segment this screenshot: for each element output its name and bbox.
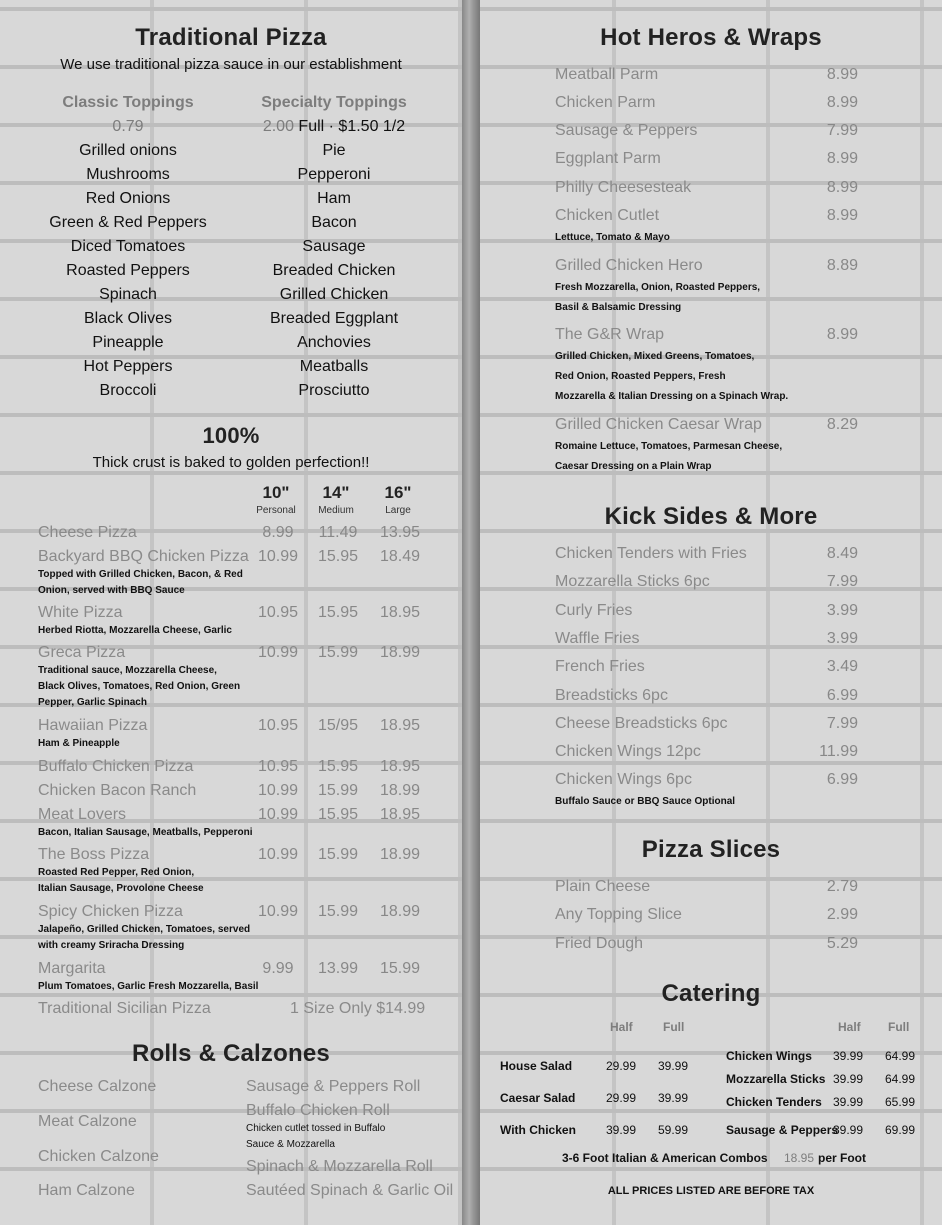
side-price: 6.99 — [826, 771, 858, 789]
pizza-name: Chicken Bacon Ranch — [38, 782, 197, 799]
hero-name: Sausage & Peppers — [555, 122, 698, 139]
specialty-topping: Grilled Chicken — [279, 286, 389, 303]
side-name: Curly Fries — [555, 601, 633, 619]
classic-topping: Grilled onions — [79, 142, 177, 159]
side-price: 6.99 — [826, 686, 858, 704]
pizza-price: 15/95 — [317, 717, 359, 734]
classic-topping: Broccoli — [99, 382, 157, 399]
catering-full-price: 59.99 — [658, 1123, 689, 1137]
pizza-price: 10.99 — [257, 782, 299, 799]
pizza-price: 15.95 — [317, 548, 359, 565]
pizza-price: 18.99 — [379, 644, 421, 661]
slice-price: 2.99 — [826, 906, 858, 924]
classic-topping: Diced Tomatoes — [70, 238, 186, 255]
catering-full-price: 64.99 — [885, 1072, 916, 1086]
size-header: 16" — [384, 483, 412, 502]
catering-full-price: 39.99 — [658, 1091, 689, 1105]
classic-topping: Mushrooms — [86, 166, 170, 183]
size-header-label: Personal — [256, 505, 296, 516]
pizza-name: Backyard BBQ Chicken Pizza — [38, 548, 249, 565]
side-name: Waffle Fries — [555, 629, 640, 647]
column-divider — [462, 0, 480, 1225]
hero-name: Grilled Chicken Caesar Wrap — [555, 416, 762, 433]
catering-half-price: 39.99 — [833, 1095, 864, 1109]
side-price: 7.99 — [826, 573, 858, 591]
pizza-price: 18.99 — [379, 782, 421, 799]
roll-sausage-peppers: Sausage & Peppers Roll — [246, 1078, 421, 1095]
roll-spinach-mozzarella: Spinach & Mozzarella Roll — [246, 1158, 433, 1175]
side-price: 3.99 — [826, 629, 858, 647]
roll-buffalo-desc-1: Chicken cutlet tossed in Buffalo — [246, 1123, 386, 1134]
sides-title: Kick Sides & More — [604, 503, 818, 530]
pizza-price: 18.99 — [379, 903, 421, 920]
hero-name: Philly Cheesesteak — [555, 179, 692, 196]
heros-title: Hot Heros & Wraps — [600, 24, 822, 51]
side-price: 3.99 — [826, 601, 858, 619]
pizza-price: 18.49 — [379, 548, 421, 565]
catering-item: Chicken Wings — [726, 1049, 812, 1063]
pizza-price: 11.49 — [318, 524, 358, 541]
pizza-name: Greca Pizza — [38, 644, 126, 661]
pizza-price: 13.95 — [379, 524, 421, 541]
classic-topping: Hot Peppers — [83, 358, 173, 375]
combo-unit: per Foot — [818, 1151, 866, 1165]
calzone-item: Ham Calzone — [38, 1182, 135, 1199]
classic-toppings-price: 0.79 — [112, 118, 144, 135]
hero-description: Mozzarella & Italian Dressing on a Spinach Wrap. — [555, 391, 789, 402]
specialty-toppings-label: Specialty Toppings — [261, 94, 407, 111]
specialty-topping: Sausage — [302, 238, 366, 255]
pizza-description: Plum Tomatoes, Garlic Fresh Mozzarella, Basil — [38, 981, 259, 992]
hero-price: 8.99 — [826, 150, 858, 167]
classic-topping: Green & Red Peppers — [49, 214, 207, 231]
side-name: Mozzarella Sticks 6pc — [555, 573, 710, 591]
side-price: 8.49 — [826, 545, 858, 562]
pizza-description: Onion, served with BBQ Sauce — [38, 585, 185, 596]
specialty-topping: Meatballs — [299, 358, 369, 375]
hero-description: Fresh Mozzarella, Onion, Roasted Peppers, — [555, 282, 761, 293]
catering-full-header-left: Full — [663, 1020, 685, 1034]
hero-name: Chicken Parm — [555, 94, 656, 111]
pizza-description: Black Olives, Tomatoes, Red Onion, Green — [38, 681, 241, 692]
slice-price: 5.29 — [826, 934, 858, 952]
pizza-price: 8.99 — [262, 524, 294, 541]
classic-topping: Red Onions — [85, 190, 171, 207]
hero-name: Eggplant Parm — [555, 150, 661, 167]
roll-buffalo-chicken: Buffalo Chicken Roll — [246, 1102, 390, 1119]
hero-name: Chicken Cutlet — [555, 207, 660, 224]
catering-item: Chicken Tenders — [726, 1095, 822, 1109]
pizza-price: 15.99 — [317, 846, 359, 863]
catering-full-price: 65.99 — [885, 1095, 916, 1109]
specialty-topping: Anchovies — [297, 334, 371, 351]
calzone-item: Cheese Calzone — [38, 1078, 157, 1095]
classic-topping: Spinach — [99, 286, 157, 303]
pizza-name: Meat Lovers — [38, 806, 127, 823]
pizza-description: Jalapeño, Grilled Chicken, Tomatoes, served — [38, 924, 251, 935]
pizza-description: Ham & Pineapple — [38, 738, 120, 749]
hero-description: Basil & Balsamic Dressing — [555, 302, 682, 313]
slices-title: Pizza Slices — [641, 836, 781, 863]
pizza-description: Bacon, Italian Sausage, Meatballs, Pepperoni — [38, 827, 253, 838]
roll-sauteed-spinach: Sautéed Spinach & Garlic Oil — [246, 1182, 454, 1199]
traditional-title: Traditional Pizza — [135, 24, 327, 51]
catering-item: Caesar Salad — [500, 1091, 576, 1105]
pizza-name: Cheese Pizza — [38, 524, 137, 541]
specialty-toppings-price-line — [234, 118, 434, 136]
hundred-title: 100% — [202, 423, 260, 448]
catering-item: Mozzarella Sticks — [726, 1072, 826, 1086]
catering-half-price: 29.99 — [606, 1091, 637, 1105]
catering-half-price: 39.99 — [833, 1072, 864, 1086]
side-name: Breadsticks 6pc — [555, 686, 668, 704]
pizza-name: Spicy Chicken Pizza — [38, 903, 183, 920]
pizza-price: 15.99 — [379, 960, 421, 977]
size-header-label: Medium — [318, 505, 354, 516]
pizza-price: 10.95 — [257, 717, 299, 734]
catering-half-header-left: Half — [610, 1020, 633, 1034]
pizza-description: Italian Sausage, Provolone Cheese — [38, 883, 204, 894]
hero-name: Grilled Chicken Hero — [555, 257, 703, 274]
size-header-label: Large — [385, 505, 411, 516]
catering-full-header-right: Full — [888, 1020, 910, 1034]
specialty-price: 2.00 — [262, 118, 294, 135]
pizza-price: 18.99 — [379, 846, 421, 863]
traditional-subtitle: We use traditional pizza sauce in our establishment — [60, 56, 402, 73]
hero-description: Lettuce, Tomato & Mayo — [555, 232, 670, 243]
side-name: Chicken Wings 6pc — [555, 771, 692, 789]
calzone-item: Meat Calzone — [38, 1113, 137, 1130]
side-price: 11.99 — [819, 743, 858, 761]
side-price: 3.49 — [826, 658, 858, 676]
pizza-description: Pepper, Garlic Spinach — [38, 697, 147, 708]
pizza-price: 9.99 — [262, 960, 294, 977]
hero-price: 8.99 — [826, 207, 858, 224]
pizza-price: 15.99 — [317, 903, 359, 920]
calzone-item: Chicken Calzone — [38, 1148, 159, 1165]
catering-full-price: 64.99 — [885, 1049, 916, 1063]
catering-item: With Chicken — [500, 1123, 576, 1137]
pizza-price: 15.95 — [317, 758, 359, 775]
catering-full-price: 69.99 — [885, 1123, 916, 1137]
classic-topping: Black Olives — [83, 310, 173, 327]
pizza-price: 18.95 — [379, 717, 421, 734]
hero-price: 8.99 — [826, 66, 858, 83]
hero-price: 8.99 — [826, 94, 858, 111]
pizza-price: 10.99 — [257, 806, 299, 823]
size-header: 10" — [262, 483, 290, 502]
hero-description: Caesar Dressing on a Plain Wrap — [555, 461, 712, 472]
catering-full-price: 39.99 — [658, 1059, 689, 1073]
catering-half-price: 29.99 — [606, 1059, 637, 1073]
specialty-topping: Bacon — [311, 214, 357, 231]
pizza-name: White Pizza — [38, 604, 123, 621]
catering-half-price: 39.99 — [833, 1123, 864, 1137]
pizza-price: 18.95 — [379, 604, 421, 621]
hero-name: The G&R Wrap — [555, 326, 665, 343]
slice-name: Fried Dough — [555, 934, 644, 952]
pizza-price: 10.95 — [257, 604, 299, 621]
tax-note: ALL PRICES LISTED ARE BEFORE TAX — [607, 1185, 815, 1197]
hundred-subtitle: Thick crust is baked to golden perfection!! — [92, 454, 370, 471]
hero-price: 8.99 — [826, 179, 858, 196]
pizza-price: 15.95 — [317, 806, 359, 823]
specialty-price-note: Full · $1.50 1/2 — [298, 118, 406, 135]
catering-half-price: 39.99 — [833, 1049, 864, 1063]
hero-price: 8.29 — [826, 416, 858, 433]
slice-price: 2.79 — [826, 878, 858, 895]
pizza-price: 10.99 — [257, 903, 299, 920]
classic-topping: Pineapple — [92, 334, 164, 351]
hero-description: Grilled Chicken, Mixed Greens, Tomatoes, — [555, 351, 755, 362]
pizza-name: Hawaiian Pizza — [38, 717, 148, 734]
catering-item: Sausage & Peppers — [726, 1123, 839, 1137]
pizza-price: 10.99 — [257, 644, 299, 661]
side-name: Cheese Breadsticks 6pc — [555, 714, 728, 732]
side-name: Chicken Wings 12pc — [555, 743, 701, 761]
pizza-price: 18.95 — [379, 806, 421, 823]
wings-note: Buffalo Sauce or BBQ Sauce Optional — [555, 796, 736, 807]
size-header: 14" — [322, 483, 350, 502]
catering-half-header-right: Half — [838, 1020, 861, 1034]
hero-description: Romaine Lettuce, Tomatoes, Parmesan Cheese, — [555, 441, 783, 452]
combo-price: 18.95 — [784, 1151, 815, 1165]
hero-description: Red Onion, Roasted Peppers, Fresh — [555, 371, 726, 382]
catering-title: Catering — [661, 980, 761, 1007]
pizza-description: Herbed Riotta, Mozzarella Cheese, Garlic — [38, 625, 232, 636]
pizza-name: Margarita — [38, 960, 106, 977]
pizza-description: Roasted Red Pepper, Red Onion, — [38, 867, 195, 878]
specialty-topping: Breaded Eggplant — [269, 310, 399, 327]
pizza-description: Topped with Grilled Chicken, Bacon, & Red — [38, 569, 243, 580]
specialty-topping: Pepperoni — [297, 166, 371, 183]
hero-price: 7.99 — [826, 122, 858, 139]
roll-buffalo-desc-2: Sauce & Mozzarella — [246, 1139, 335, 1150]
hero-price: 8.99 — [826, 326, 858, 343]
catering-item: House Salad — [500, 1059, 573, 1073]
catering-half-price: 39.99 — [606, 1123, 637, 1137]
hero-name: Meatball Parm — [555, 66, 659, 83]
pizza-description: with creamy Sriracha Dressing — [38, 940, 185, 951]
slice-name: Plain Cheese — [555, 878, 651, 895]
pizza-price: 10.99 — [257, 846, 299, 863]
sicilian-price: 1 Size Only $14.99 — [290, 1000, 426, 1017]
side-name: Chicken Tenders with Fries — [555, 545, 747, 562]
classic-topping: Roasted Peppers — [66, 262, 190, 279]
pizza-price: 15.99 — [317, 782, 359, 799]
side-name: French Fries — [555, 658, 645, 676]
pizza-price: 18.95 — [379, 758, 421, 775]
sicilian-name: Traditional Sicilian Pizza — [38, 1000, 211, 1017]
pizza-price: 15.95 — [317, 604, 359, 621]
combo-name: 3-6 Foot Italian & American Combos — [562, 1151, 768, 1165]
specialty-topping: Prosciutto — [298, 382, 370, 399]
rolls-title: Rolls & Calzones — [132, 1040, 330, 1067]
side-price: 7.99 — [826, 714, 858, 732]
hero-price: 8.89 — [826, 257, 858, 274]
classic-toppings-label: Classic Toppings — [62, 94, 194, 111]
slice-name: Any Topping Slice — [555, 906, 682, 924]
pizza-price: 10.99 — [257, 548, 299, 565]
specialty-topping: Breaded Chicken — [272, 262, 396, 279]
pizza-price: 15.99 — [317, 644, 359, 661]
pizza-description: Traditional sauce, Mozzarella Cheese, — [38, 665, 217, 676]
pizza-name: The Boss Pizza — [38, 846, 150, 863]
pizza-price: 10.95 — [257, 758, 299, 775]
specialty-topping: Pie — [322, 142, 346, 159]
pizza-price: 13.99 — [317, 960, 359, 977]
specialty-topping: Ham — [317, 190, 351, 207]
pizza-name: Buffalo Chicken Pizza — [38, 758, 194, 775]
